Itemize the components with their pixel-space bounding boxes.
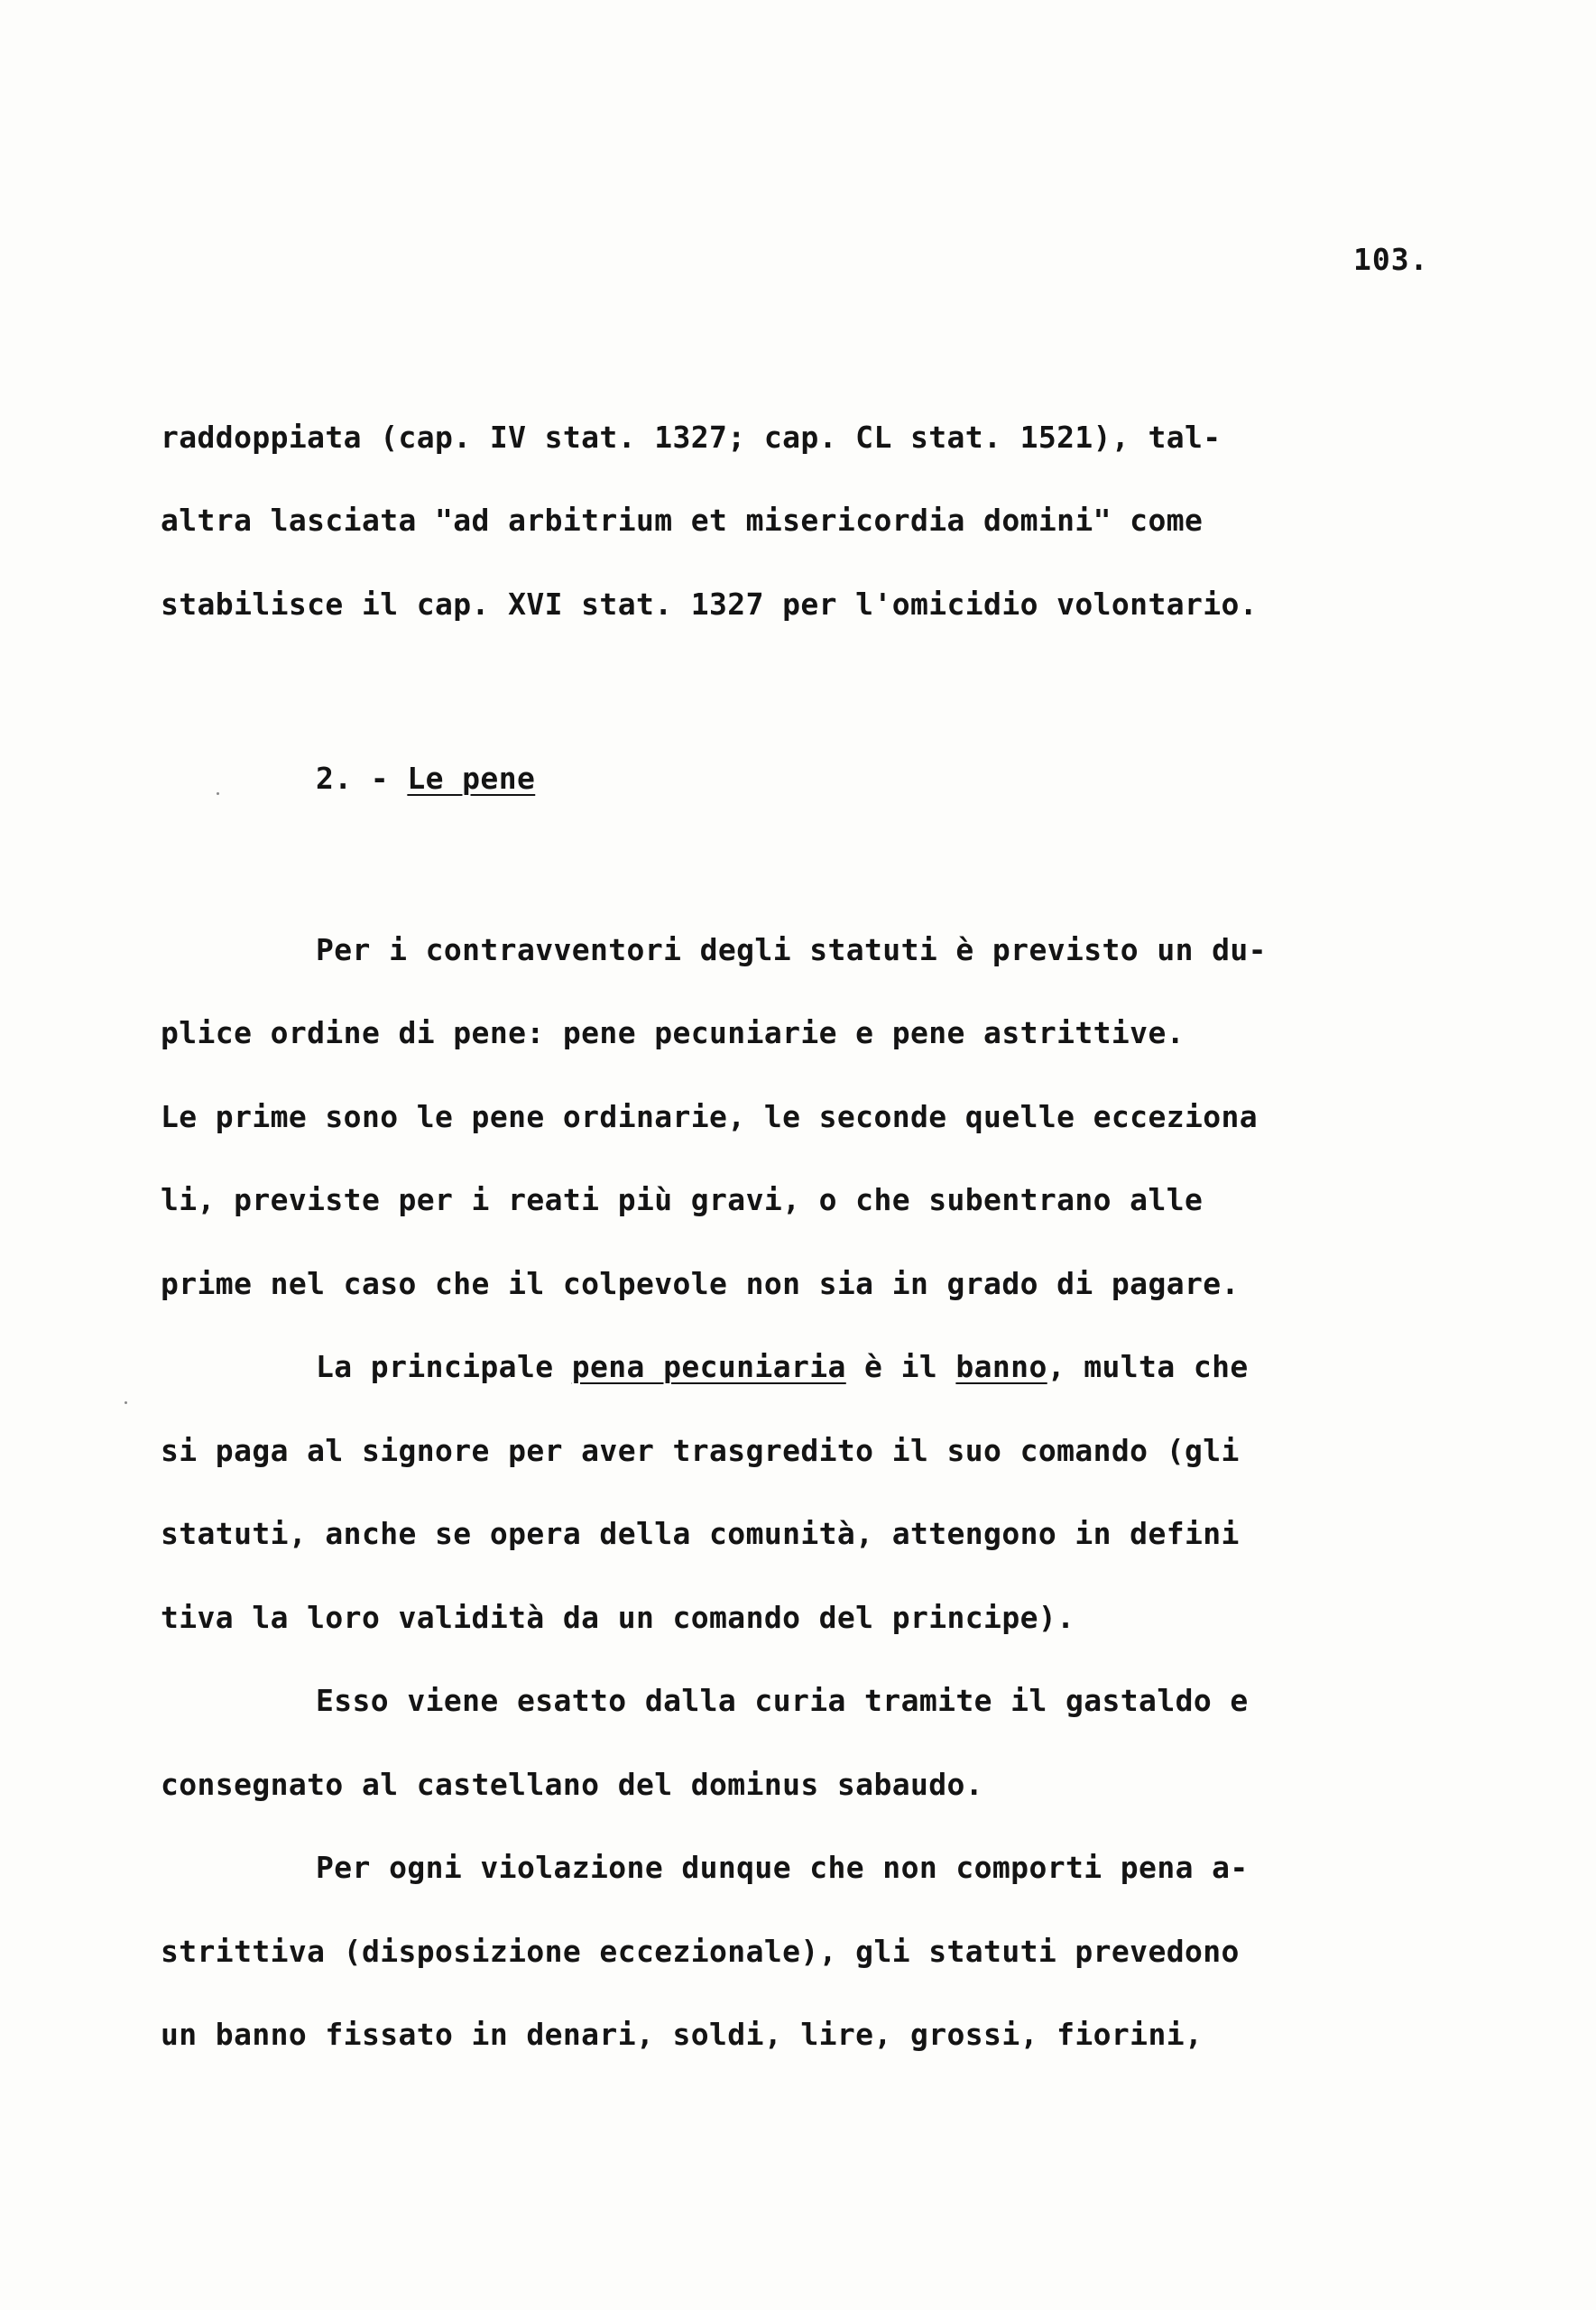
text-line: si paga al signore per aver trasgredito il suo comando (gli [161, 1433, 1240, 1468]
term-banno: banno [955, 1349, 1047, 1384]
text-line: prime nel caso che il colpevole non sia in grado di pagare. [161, 1266, 1240, 1301]
page-number: 103. [1353, 242, 1429, 277]
text-line: tiva la loro validità da un comando del principe). [161, 1600, 1075, 1635]
text-line: consegnato al castellano del dominus sabaudo. [161, 1767, 984, 1802]
section-title: Le pene [407, 761, 536, 796]
text-line: Per i contravventori degli statuti è previsto un du- [316, 932, 1267, 967]
text-line [316, 1349, 1249, 1385]
text-line: stabilisce il cap. XVI stat. 1327 per l'omicidio volontario. [161, 587, 1259, 622]
text-line: Per ogni violazione dunque che non comporti pena a- [316, 1850, 1249, 1885]
text-line: plice ordine di pene: pene pecuniarie e pene astrittive. [161, 1015, 1185, 1050]
term-pena-pecuniaria: pena pecuniaria [571, 1349, 846, 1384]
text-run: è il [845, 1349, 956, 1384]
text-line: li, previste per i reati più gravi, o che subentrano alle [161, 1182, 1204, 1217]
text-run: , multa che [1047, 1349, 1249, 1384]
text-line: strittiva (disposizione eccezionale), gli statuti prevedono [161, 1934, 1240, 1969]
text-line: altra lasciata "ad arbitrium et misericordia domini" come [161, 503, 1204, 538]
text-line: Esso viene esatto dalla curia tramite il gastaldo e [316, 1683, 1249, 1718]
text-line: raddoppiata (cap. IV stat. 1327; cap. CL stat. 1521), tal- [161, 420, 1222, 455]
text-line: statuti, anche se opera della comunità, attengono in defini [161, 1516, 1240, 1551]
section-heading [316, 761, 535, 796]
text-line: un banno fissato in denari, soldi, lire, grossi, fiorini, [161, 2017, 1204, 2052]
section-number: 2. - [316, 761, 390, 796]
scan-speck [125, 1401, 127, 1404]
text-line: Le prime sono le pene ordinarie, le seconde quelle eccezionа [161, 1099, 1259, 1134]
text-run: La principale [316, 1349, 572, 1384]
scan-speck [217, 792, 219, 795]
